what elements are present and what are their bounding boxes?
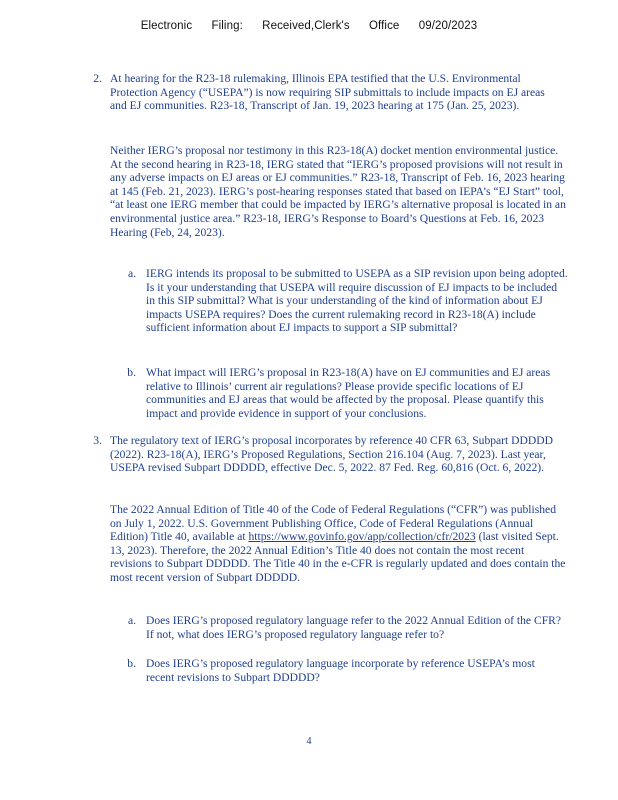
question-3-context [110, 503, 568, 585]
question-2a-text: IERG intends its proposal to be submitted to USEPA as a SIP revision upon being adopted. Is it your understanding that USEPA will require discussion of EJ impacts to be included in this SIP submittal? What is your understanding of the kind of information about EJ impacts USEPA requires? Does the current rulemaking record in R23-18(A) include sufficient information about EJ impacts to support a SIP submittal? [146, 267, 568, 335]
header-date: 09/20/2023 [418, 20, 478, 32]
govinfo-cfr-link[interactable]: https://www.govinfo.gov/app/collection/cfr/2023 [248, 530, 476, 544]
question-2b-text: What impact will IERG’s proposal in R23-18(A) have on EJ communities and EJ areas relative to Illinois’ current air regulations? Please provide specific locations of EJ communities and EJ areas that would be affected by the proposal. Please quantify this impact and provide evidence in support of your conclusions. [146, 366, 551, 420]
question-3a-label: a. [127, 614, 136, 627]
question-3-number: 3. [93, 434, 102, 447]
header-received: Received,Clerk's [262, 20, 350, 32]
cfr-context-text-continued: (last visited Sept. 13, 2023). Therefore, the 2022 Annual Edition’s Title 40 does not contain the most recent revisions to Subpart DDDDD. The Title 40 in the e-CFR is regularly updated and does contain the most recent version of Subpart DDDDD. [110, 530, 566, 584]
header-filing: Filing: [211, 20, 243, 32]
question-2-number: 2. [93, 72, 102, 85]
question-3a-text: Does IERG’s proposed regulatory language refer to the 2022 Annual Edition of the CFR? If not, what does IERG’s proposed regulatory language refer to? [146, 614, 562, 641]
question-2a-label: a. [127, 267, 136, 280]
header-office: Office [369, 20, 400, 32]
question-3-text: The regulatory text of IERG’s proposal incorporates by reference 40 CFR 63, Subpart DDDDD (2022). R23-18(A), IERG’s Proposed Regulations, Section 216.104 (Aug. 7, 2023). Last year, USEPA revised Subpart DDDDD, effective Dec. 5, 2022. 87 Fed. Reg. 60,816 (Oct. 6, 2022). [110, 434, 554, 475]
question-2-context: Neither IERG’s proposal nor testimony in this R23-18(A) docket mention environmental justice. At the second hearing in R23-18, IERG stated that “IERG’s proposed provisions will not result in any adverse impacts on EJ areas or EJ communities.” R23-18, Transcript of Feb. 16, 2023 hearing at 145 (Feb. 21, 2023). IERG’s post-hearing responses stated that based on IEPA’s “EJ Start” tool, “at least one IERG member that could be impacted by IERG’s alternative proposal is located in an environmental justice area.” R23-18, IERG’s Response to Board’s Questions at Feb. 16, 2023 Hearing (Feb, 24, 2023). [110, 144, 566, 239]
question-2b-label: b. [127, 366, 136, 379]
header-electronic: Electronic [140, 20, 193, 32]
cfr-context-text: The 2022 Annual Edition of Title 40 of the Code of Federal Regulations (“CFR”) was published on July 1, 2022. U.S. Government Publishing Office, Code of Federal Regulations (Annual Edition) Title 40, available at [110, 503, 556, 544]
question-2-text: At hearing for the R23-18 rulemaking, Illinois EPA testified that the U.S. Environmental Protection Agency (“USEPA”) is now requiring SIP submittals to include impacts on EJ areas and EJ communities. R23-18, Transcript of Jan. 19, 2023 hearing at 175 (Jan. 25, 2023). [110, 72, 545, 113]
question-3b-label: b. [127, 657, 136, 670]
filing-header [0, 20, 618, 32]
question-3b-text: Does IERG’s proposed regulatory language incorporate by reference USEPA’s most recent revisions to Subpart DDDDD? [146, 657, 535, 684]
page-number: 4 [306, 736, 312, 747]
